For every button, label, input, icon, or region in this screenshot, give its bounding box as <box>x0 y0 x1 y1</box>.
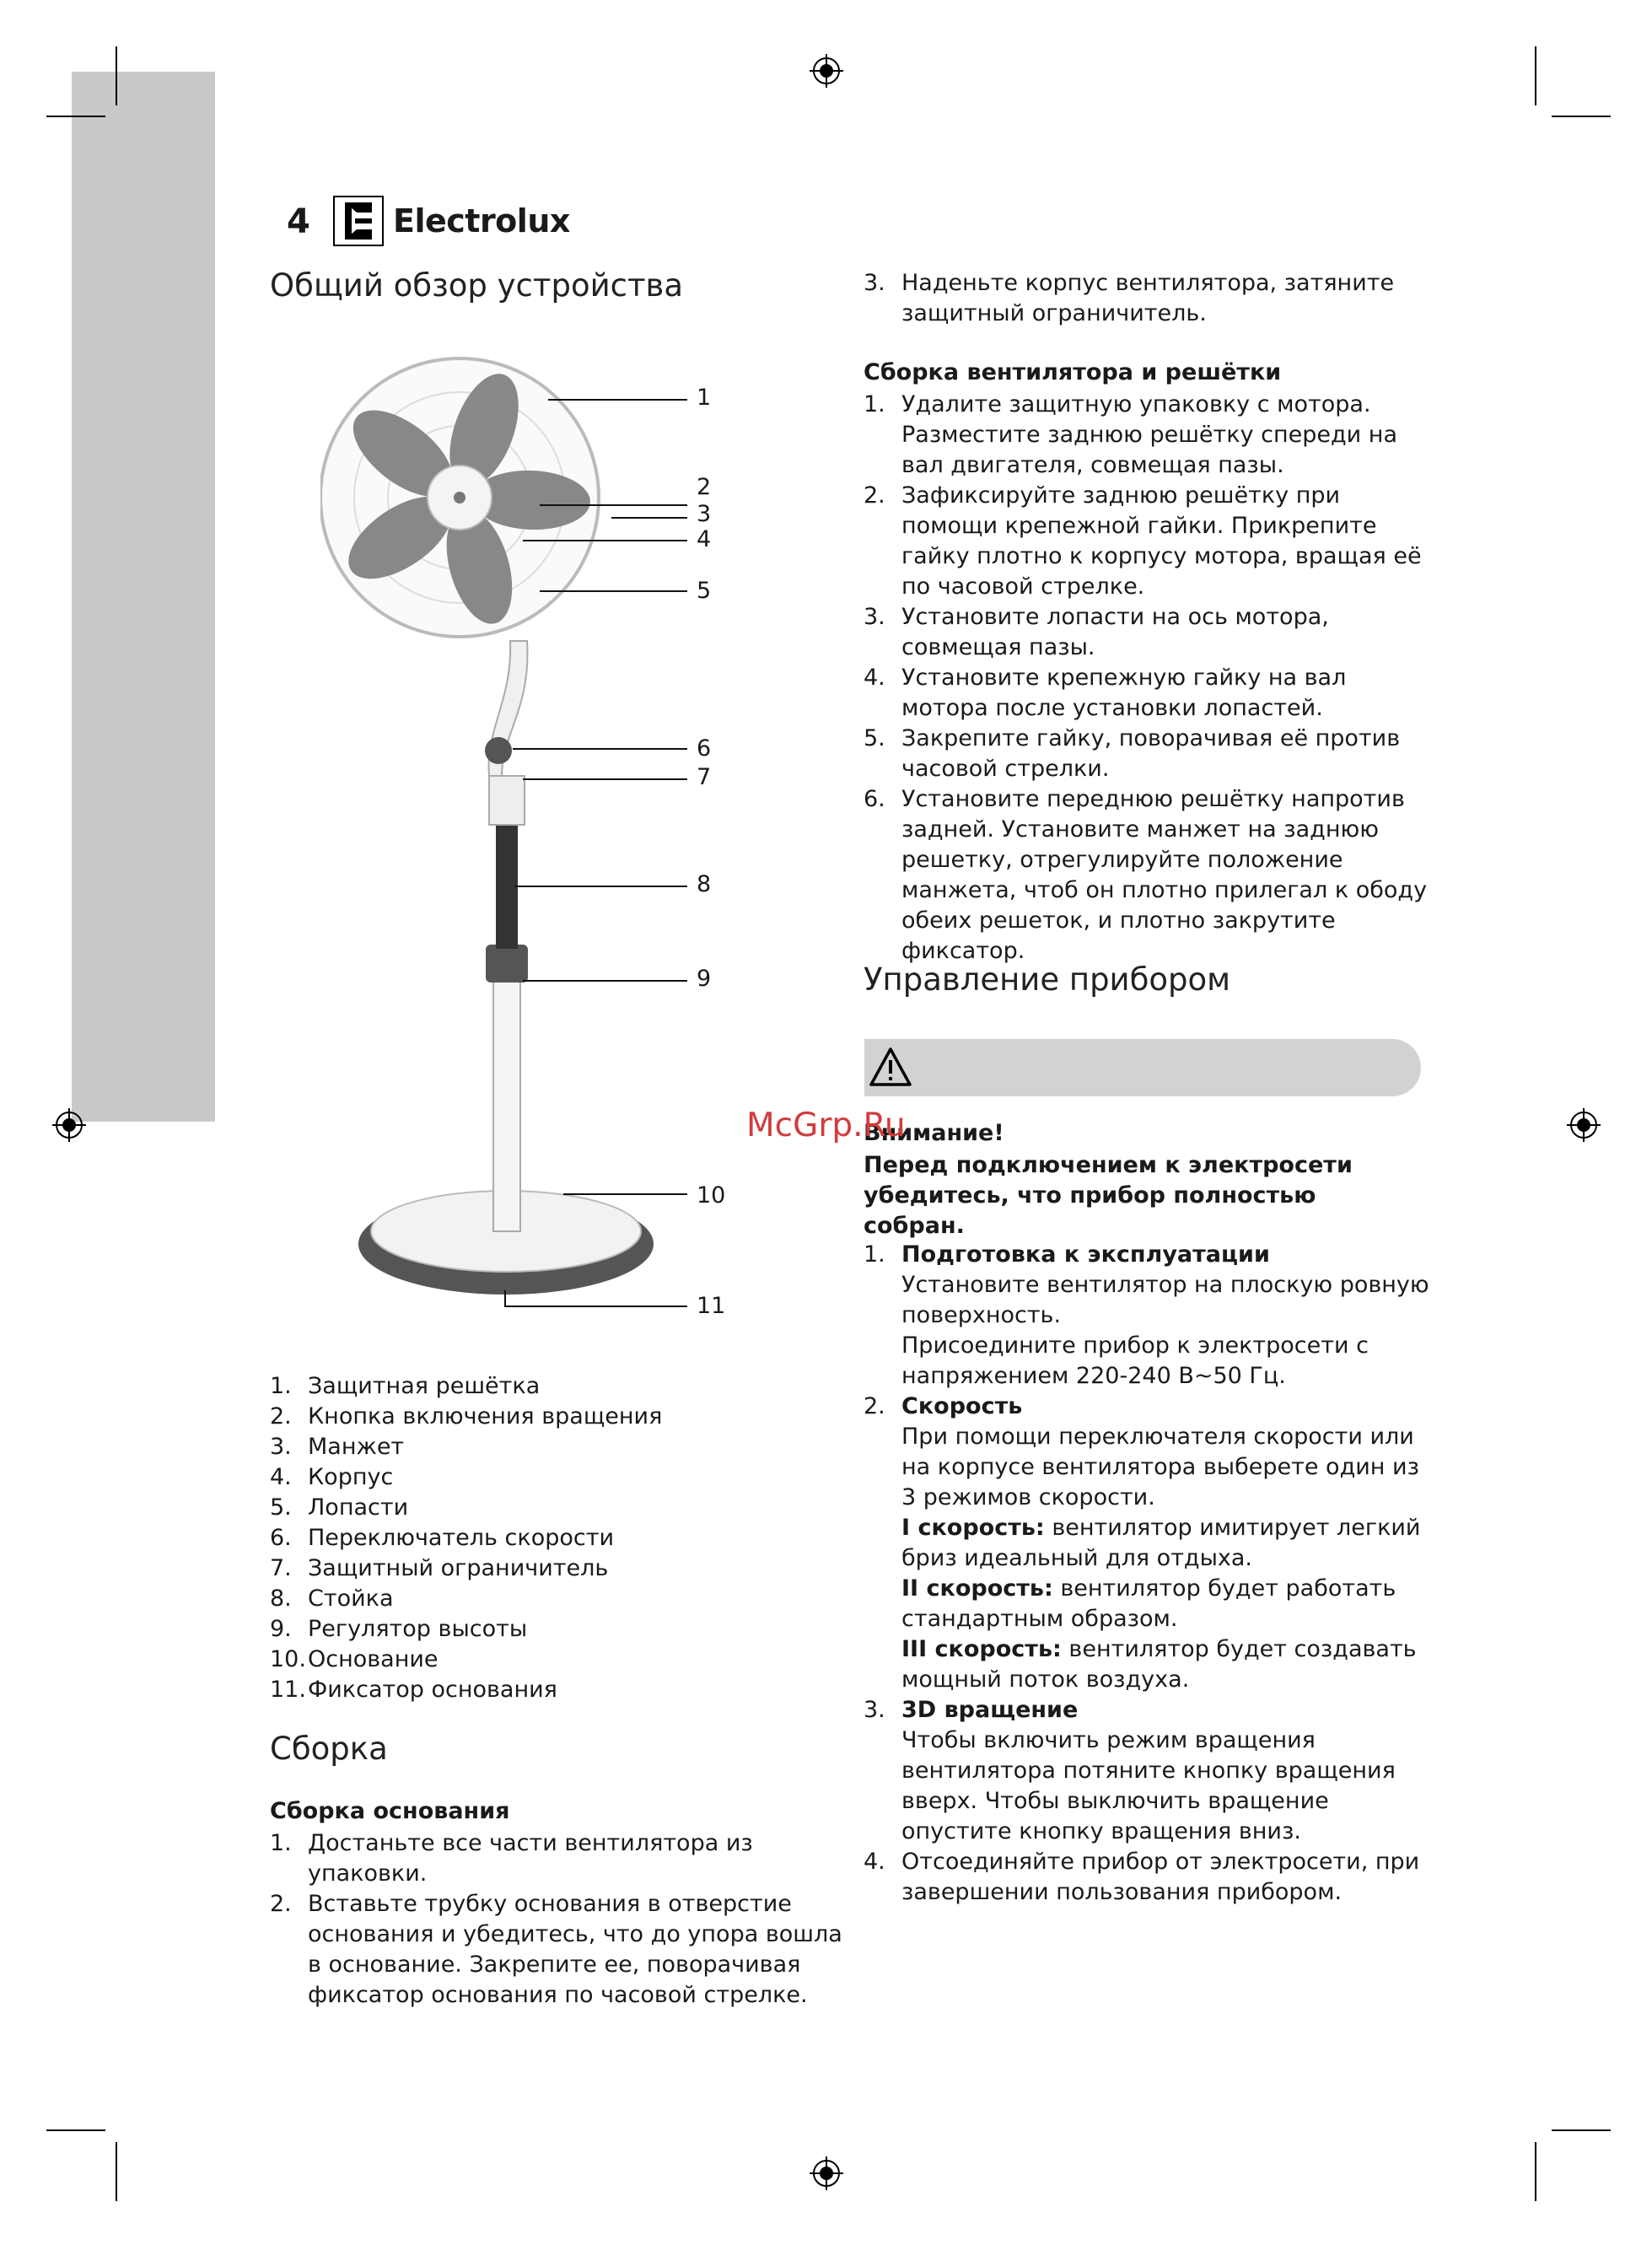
side-color-strip <box>72 72 215 1122</box>
parts-list <box>270 1371 843 1705</box>
warning-title: Внимание! <box>864 1120 1004 1146</box>
crop-mark <box>1535 46 1536 105</box>
list-item: 2. Кнопка включения вращения <box>270 1403 663 1429</box>
registration-mark-icon <box>810 54 843 88</box>
warning-bar <box>864 1039 1421 1096</box>
list-item: 4. Корпус <box>270 1464 394 1490</box>
list-item: 1. Удалите защитную упаковку с мотора. Разместите заднюю решётку спереди на вал двигателя, совмещая пазы. <box>864 391 1397 478</box>
fan-steps <box>864 390 1437 966</box>
callout-2: 2 <box>697 474 712 500</box>
page-number: 4 <box>287 202 310 241</box>
callout-line <box>523 980 687 982</box>
callout-11: 11 <box>697 1293 726 1319</box>
watermark: McGrp.Ru <box>746 1106 906 1144</box>
operation-steps <box>864 1240 1437 1908</box>
list-item: 3. Манжет <box>270 1434 405 1460</box>
list-item: 3. Наденьте корпус вентилятора, затяните защитный ограничитель. <box>864 270 1395 326</box>
op-step-3: 3. 3D вращение Чтобы включить режим вращения вентилятора потяните кнопку вращения вверх. Чтобы выключить вращение опустите кнопку вращения вниз. <box>864 1697 1396 1844</box>
list-item: 4. Установите крепежную гайку на вал мотора после установки лопастей. <box>864 665 1347 721</box>
callout-line <box>504 1290 506 1307</box>
callout-line <box>513 748 687 750</box>
fan-subtitle: Сборка вентилятора и решётки <box>864 359 1282 385</box>
base-steps <box>270 1828 843 2011</box>
registration-mark-icon <box>52 1108 86 1142</box>
callout-line <box>523 778 687 780</box>
callout-line <box>523 540 687 541</box>
list-item: 1. Защитная решётка <box>270 1373 541 1399</box>
warning-triangle-icon <box>869 1046 912 1088</box>
crop-mark <box>116 2142 117 2201</box>
list-item: 3. Установите лопасти на ось мотора, совмещая пазы. <box>864 604 1329 660</box>
fan-illustration <box>320 337 691 1332</box>
list-item: 9. Регулятор высоты <box>270 1616 528 1642</box>
list-item: 2. Зафиксируйте заднюю решётку при помощи крепежной гайки. Прикрепите гайку плотно к корпусу мотора, вращая её по часовой стрелке. <box>864 482 1422 600</box>
callout-line <box>548 399 687 401</box>
list-item: 8. Стойка <box>270 1585 394 1612</box>
callout-line <box>563 1193 687 1195</box>
list-item: 1. Достаньте все части вентилятора из упаковки. <box>270 1830 753 1887</box>
callout-3: 3 <box>697 501 712 527</box>
list-item: 5. Лопасти <box>270 1494 409 1521</box>
callout-5: 5 <box>697 578 712 604</box>
crop-mark <box>1552 2129 1611 2131</box>
callout-7: 7 <box>697 764 712 790</box>
callout-line <box>611 517 687 519</box>
base-subtitle: Сборка основания <box>270 1798 510 1824</box>
op-step-1: 1. Подготовка к эксплуатации Установите вентилятор на плоскую ровную поверхность. Присоедините прибор к электросети с напряжением 220-240 В~50 Гц. <box>864 1241 1429 1389</box>
callout-4: 4 <box>697 526 712 552</box>
registration-mark-icon <box>810 2156 843 2190</box>
op-step-2: 2. Скорость При помощи переключателя скорости или на корпусе вентилятора выберете один из 3 режимов скорости. I скорость: вентилятор имитирует легкий бриз идеальный для отдыха. II скорость: вентилятор будет работать стандартным образом. III скорость: вентилятор будет создавать мощный поток воздуха. <box>864 1393 1421 1693</box>
crop-mark <box>46 116 105 117</box>
list-item: 7. Защитный ограничитель <box>270 1555 609 1581</box>
list-item: 6. Переключатель скорости <box>270 1525 614 1551</box>
list-item: 2. Вставьте трубку основания в отверстие основания и убедитесь, что до упора вошла в основание. Закрепите ее, поворачивая фиксатор основания по часовой стрелке. <box>270 1891 842 2008</box>
callout-8: 8 <box>697 871 712 897</box>
callout-6: 6 <box>697 735 712 762</box>
crop-mark <box>116 46 117 105</box>
overview-title: Общий обзор устройства <box>270 267 683 304</box>
brand-name: Electrolux <box>393 202 570 240</box>
list-item: 11. Фиксатор основания <box>270 1677 557 1703</box>
op-step-4: 4. Отсоединяйте прибор от электросети, при завершении пользования прибором. <box>864 1849 1420 1905</box>
crop-mark <box>1535 2142 1536 2201</box>
callout-line <box>540 504 687 506</box>
electrolux-logo-icon <box>333 196 384 246</box>
callout-line <box>540 590 687 592</box>
list-item: 5. Закрепите гайку, поворачивая её против часовой стрелки. <box>864 725 1401 782</box>
callout-line <box>504 1306 687 1307</box>
callout-1: 1 <box>697 385 712 411</box>
registration-mark-icon <box>1567 1108 1601 1142</box>
control-title: Управление прибором <box>864 961 1231 998</box>
crop-mark <box>46 2129 105 2131</box>
list-item: 10. Основание <box>270 1646 439 1672</box>
callout-10: 10 <box>697 1182 726 1209</box>
warning-text: Перед подключением к электросети убедитесь, что прибор полностью собран. <box>864 1152 1353 1239</box>
step-3-block <box>864 268 1437 329</box>
callout-9: 9 <box>697 966 712 992</box>
callout-line <box>514 886 687 887</box>
list-item: 6. Установите переднюю решётку напротив задней. Установите манжет на заднюю решетку, отрегулируйте положение манжета, чтоб он плотно прилегал к ободу обеих решеток, и плотно закрутите фиксатор. <box>864 786 1428 964</box>
assembly-title: Сборка <box>270 1731 388 1767</box>
crop-mark <box>1552 116 1611 117</box>
